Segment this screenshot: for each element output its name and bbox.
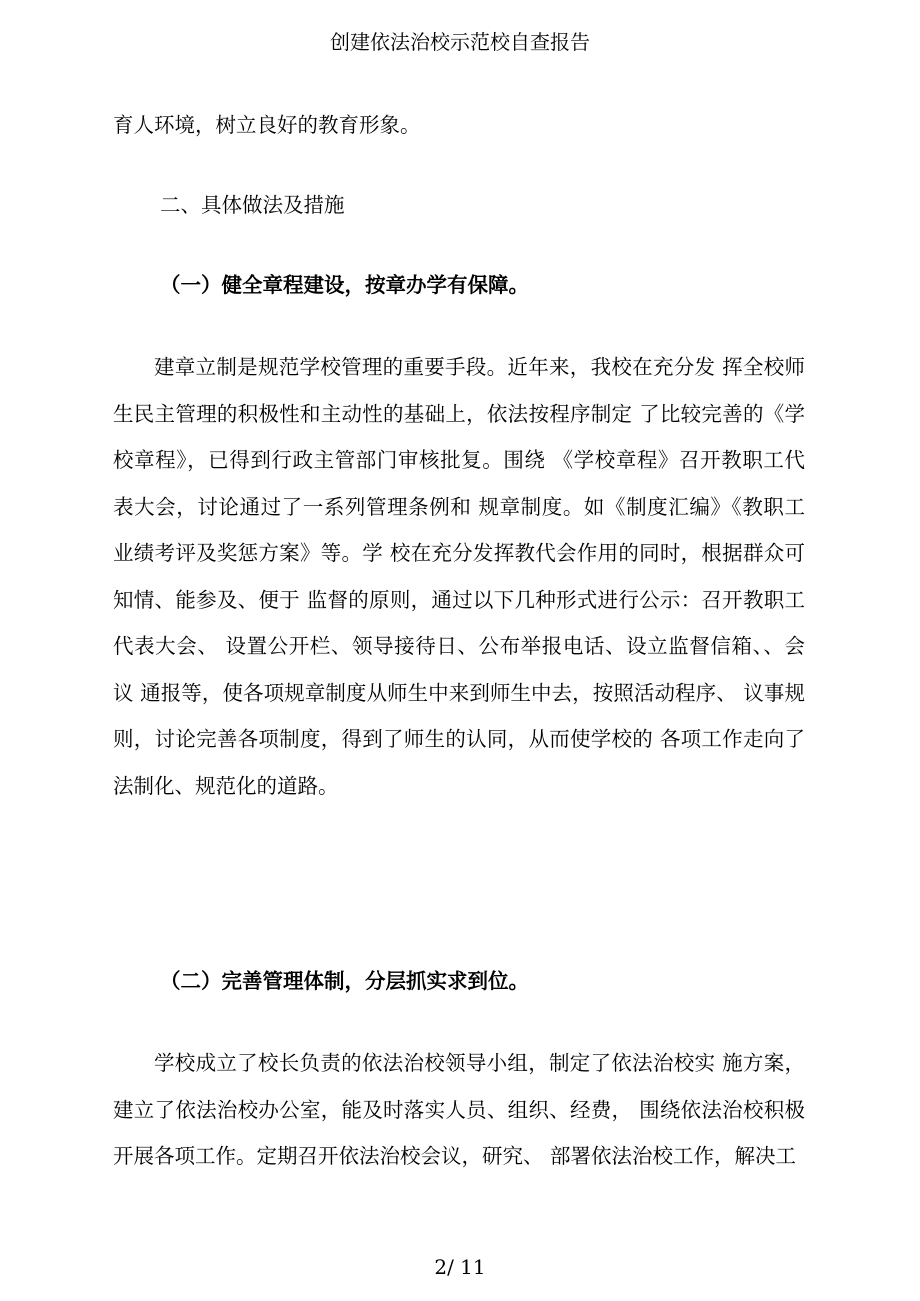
- continued-line: 育人环境，树立良好的教育形象。: [113, 113, 421, 137]
- paragraph-2: 学校成立了校长负责的依法治校领导小组，制定了依法治校实 施方案，建立了依法治校办公室，能及时落实人员、组织、经费， 围绕依法治校积极开展各项工作。定期召开依法治校会议，研究、 部署依法治校工作，解决工: [113, 1051, 805, 1168]
- page-header-title: 创建依法治校示范校自查报告: [330, 30, 590, 54]
- paragraph-1: 建章立制是规范学校管理的重要手段。近年来，我校在充分发 挥全校师生民主管理的积极性和主动性的基础上，依法按程序制定 了比较完善的《学校章程》，已得到行政主管部门审核批复。围绕 《学校章程》召开教职工代表大会，讨论通过了一系列管理条例和 规章制度。如《制度汇编》《教职工业绩考评及奖惩方案》等。学 校在充分发挥教代会作用的同时，根据群众可知情、能参及、便于 监督的原则，通过以下几种形式进行公示：召开教职工代表大会、 设置公开栏、领导接待日、公布举报电话、设立监督信箱、、会议 通报等，使各项规章制度从师生中来到师生中去，按照活动程序、 议事规则，讨论完善各项制度，得到了师生的认同，从而使学校的 各项工作走向了法制化、规范化的道路。: [113, 355, 805, 798]
- page-number: 2/ 11: [434, 1255, 486, 1279]
- section-heading: 二、具体做法及措施: [160, 193, 345, 217]
- subsection-heading-2: （二）完善管理体制，分层抓实求到位。: [160, 969, 529, 993]
- subsection-heading-1: （一）健全章程建设，按章办学有保障。: [160, 273, 529, 297]
